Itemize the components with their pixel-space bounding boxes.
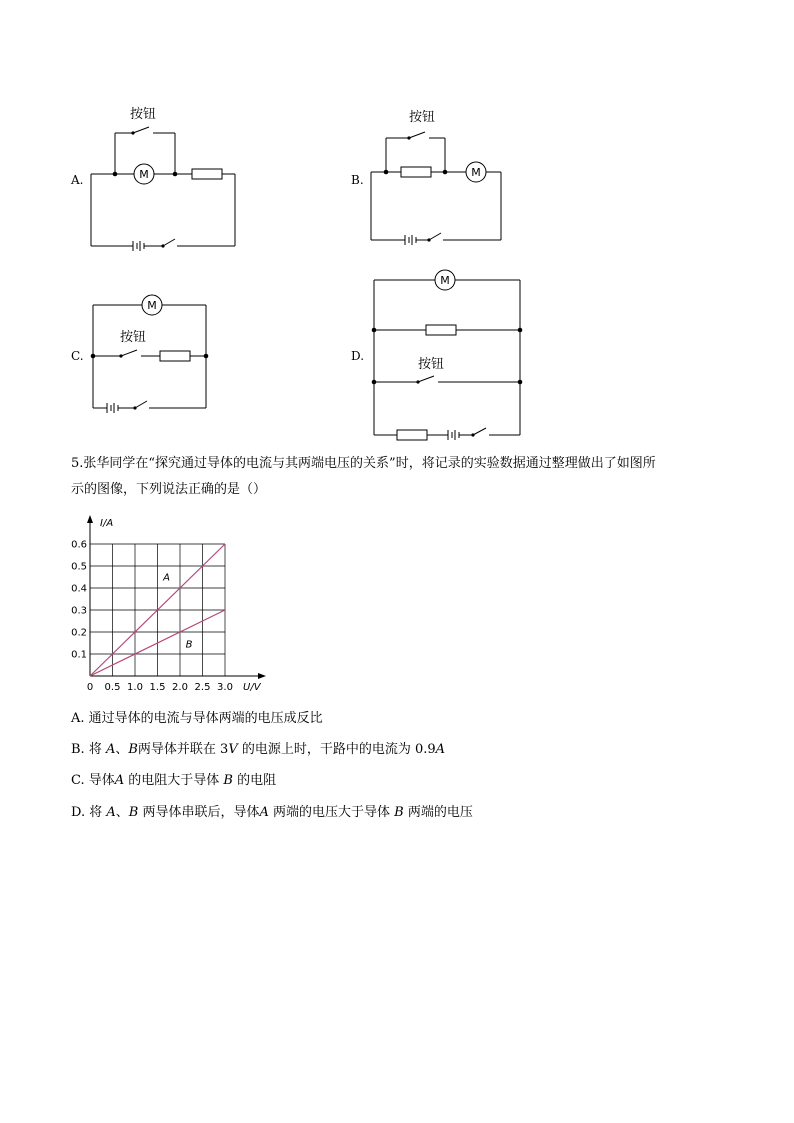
- y-axis-label: I/A: [100, 518, 114, 529]
- option-a-letter: A.: [71, 173, 84, 187]
- motor-b-label: M: [471, 166, 481, 179]
- chart-axes: [87, 515, 266, 679]
- y-tick-label: 0.3: [71, 605, 87, 617]
- motor-a-label: M: [139, 168, 149, 181]
- option-d-letter: D.: [351, 349, 365, 363]
- x-tick-label: 0: [86, 682, 94, 693]
- option-a: A. 通过导体的电流与导体两端的电压成反比: [71, 711, 323, 726]
- question-5-stem: [71, 451, 731, 503]
- series-label-B: B: [185, 639, 193, 651]
- option-d: D. 将 A、B 两导体串联后，导体A 两端的电压大于导体 B 两端的电压: [71, 805, 473, 820]
- series-label-A: A: [163, 572, 170, 584]
- y-tick-label: 0.6: [71, 539, 87, 551]
- motor-d-label: M: [440, 274, 450, 287]
- x-axis-label: U/V: [243, 682, 261, 693]
- x-tick-label: 2.0: [172, 682, 188, 693]
- x-tick-label: 2.5: [194, 682, 211, 693]
- motor-c-label: M: [147, 299, 157, 312]
- y-tick-label: 0.4: [71, 583, 87, 595]
- x-tick-label: 1.5: [149, 682, 166, 693]
- x-tick-label: 1.0: [127, 682, 143, 693]
- circuit-c-diagram: [85, 290, 215, 418]
- option-c-letter: C.: [71, 349, 84, 363]
- option-b: B. 将 A、B两导体并联在 3V 的电源上时，干路中的电流为 0.9A: [71, 742, 446, 757]
- x-axis-arrow: [258, 673, 266, 679]
- circuit-b-diagram: [365, 100, 510, 250]
- button-d-label: 按钮: [417, 357, 445, 372]
- option-b-letter: B.: [351, 173, 364, 187]
- x-tick-label: 0.5: [104, 682, 121, 693]
- question-5-stem-line1: 5.张华同学在“探究通过导体的电流与其两端电压的关系”时，将记录的实验数据通过整理做出了如图所: [71, 456, 656, 471]
- y-tick-label: 0.1: [71, 649, 87, 661]
- button-c-label: 按钮: [119, 330, 147, 345]
- circuit-d-diagram: [365, 266, 530, 441]
- button-a-label: 按钮: [129, 107, 157, 122]
- circuit-a-diagram: [85, 100, 245, 252]
- iu-graph: [66, 510, 276, 696]
- button-b-label: 按钮: [408, 110, 436, 125]
- y-tick-label: 0.2: [71, 627, 87, 639]
- question-5-stem-line2: 示的图像，下列说法正确的是（）: [71, 482, 267, 497]
- y-tick-label: 0.5: [71, 561, 87, 573]
- y-axis-arrow: [87, 515, 93, 523]
- x-tick-label: 3.0: [217, 682, 233, 693]
- option-c: C. 导体A 的电阻大于导体 B 的电阻: [71, 773, 277, 788]
